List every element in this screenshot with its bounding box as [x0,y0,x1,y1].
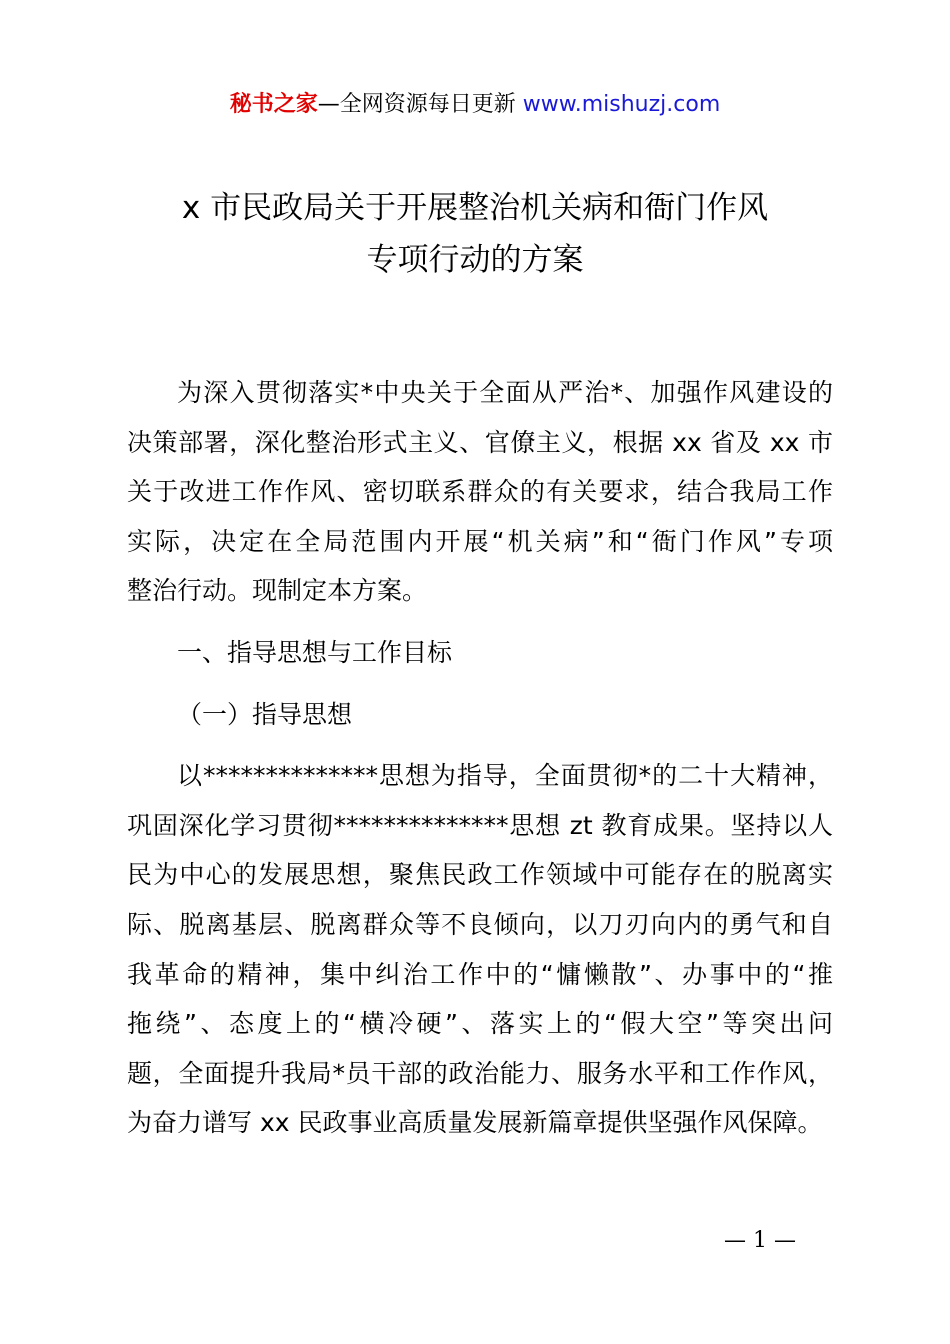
guiding-line: 民为中心的发展思想，聚焦民政工作领域中可能存在的脱离实 [127,860,833,890]
brand-name: 秘书之家 [229,92,318,117]
site-header [0,88,950,122]
title-line-1: x 市民政局关于开展整治机关病和衙门作风 [181,190,769,226]
intro-line: 关于改进工作作风、密切联系群众的有关要求，结合我局工作 [127,477,833,507]
intro-line: 实际，决定在全局范围内开展“机关病”和“衙门作风”专项 [127,526,833,556]
document-title [0,182,950,286]
guiding-line: 我革命的精神，集中纠治工作中的“慵懒散”、办事中的“推 [127,959,833,989]
intro-line: 决策部署，深化整治形式主义、官僚主义，根据 xx 省及 xx 市 [127,427,833,457]
guiding-line: 为奋力谱写 xx 民政事业高质量发展新篇章提供坚强作风保障。 [127,1108,823,1138]
intro-line: 整治行动。现制定本方案。 [127,576,428,606]
section-heading: 一、指导思想与工作目标 [177,637,453,667]
guiding-line: 际、脱离基层、脱离群众等不良倾向，以刀刃向内的勇气和自 [127,909,833,939]
document-body [127,368,833,1148]
guiding-paragraph [127,751,833,1148]
guiding-line: 拖绕”、态度上的“横冷硬”、落实上的“假大空”等突出问 [127,1009,833,1039]
page-number: — 1 — [724,1228,796,1253]
guiding-line: 以**************思想为指导，全面贯彻*的二十大精神， [177,761,833,791]
intro-line: 为深入贯彻落实*中央关于全面从严治*、加强作风建设的 [177,378,833,407]
guiding-line: 巩固深化学习贯彻**************思想 zt 教育成果。坚持以人 [127,810,833,840]
subsection-heading: （一）指导思想 [177,699,353,729]
title-line-2: 专项行动的方案 [366,242,584,278]
intro-paragraph [127,368,833,616]
site-url-link[interactable]: www.mishuzj.com [522,92,721,117]
guiding-line: 题，全面提升我局*员干部的政治能力、服务水平和工作作风， [127,1058,833,1088]
header-tagline: —全网资源每日更新 [317,92,516,117]
